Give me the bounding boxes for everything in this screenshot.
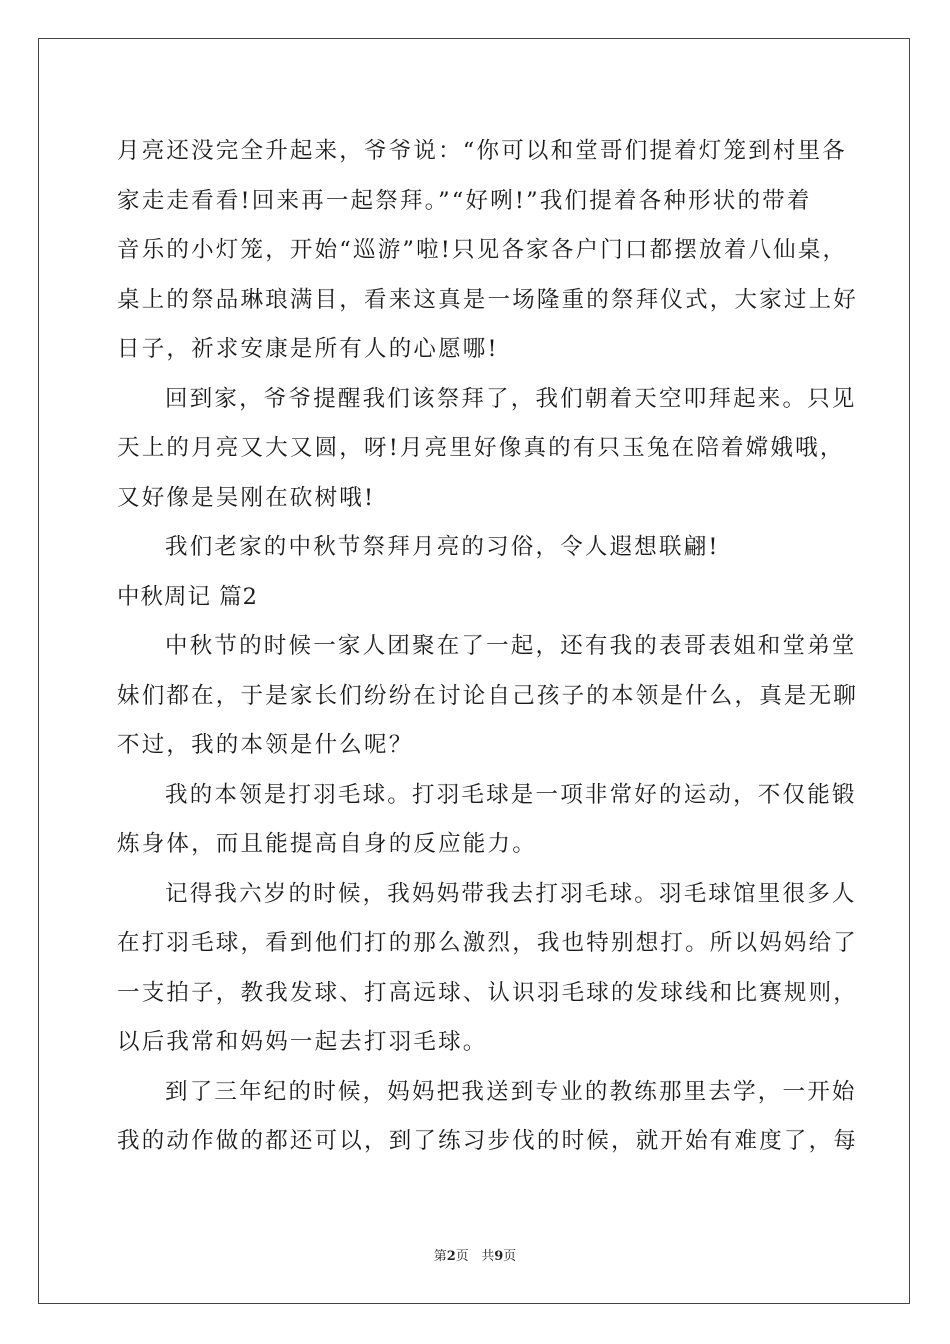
paragraph	[117, 523, 835, 573]
footer-suffix: 页	[503, 1249, 517, 1264]
text-line: 月亮还没完全升起来，爷爷说：“你可以和堂哥们提着灯笼到村里各	[117, 138, 848, 164]
text-line: 记得我六岁的时候，我妈妈带我去打羽毛球。羽毛球馆里很多人	[165, 880, 857, 907]
paragraph	[117, 622, 859, 771]
text-line: 中秋节的时候一家人团聚在了一起，还有我的表哥表姐和堂弟堂	[165, 633, 857, 659]
paragraph	[117, 870, 859, 1068]
text-line: 日子，祈求安康是所有人的心愿哪!	[117, 336, 499, 362]
text-line: 妹们都在，于是家长们纷纷在讨论自己孩子的本领是什么，真是无聊	[117, 682, 859, 709]
footer-page-number: 2	[446, 1249, 456, 1264]
text-line: 家走走看看!回来再一起祭拜。”“好咧!”我们提着各种形状的带着	[117, 187, 812, 214]
paragraph	[117, 127, 859, 375]
footer-total-pages: 9	[494, 1249, 504, 1264]
heading-text: 中秋周记 篇2	[117, 583, 258, 610]
text-line: 到了三年纪的时候，妈妈把我送到专业的教练那里去学，一开始	[165, 1078, 857, 1105]
text-line: 我们老家的中秋节祭拜月亮的习俗，令人遐想联翩!	[165, 534, 720, 560]
paragraph	[117, 1068, 859, 1167]
text-line: 在打羽毛球，看到他们打的那么激烈，我也特别想打。所以妈妈给了	[117, 930, 859, 956]
text-line: 天上的月亮又大又圆，呀!月亮里好像真的有只玉兔在陪着嫦娥哦，	[117, 435, 845, 461]
text-line: 桌上的祭品琳琅满目，看来这真是一场隆重的祭拜仪式，大家过上好	[117, 286, 859, 313]
footer-middle: 页 共	[455, 1249, 495, 1264]
text-line: 不过，我的本领是什么呢？	[117, 732, 414, 758]
page-footer	[0, 1245, 950, 1264]
paragraph	[117, 375, 857, 524]
text-line: 一支拍子，教我发球、打高远球、认识羽毛球的发球线和比赛规则，	[117, 979, 859, 1006]
text-line: 我的本领是打羽毛球。打羽毛球是一项非常好的运动，不仅能锻	[165, 781, 857, 808]
document-body	[117, 127, 859, 1167]
text-line: 我的动作做的都还可以，到了练习步伐的时候，就开始有难度了，每	[117, 1128, 859, 1154]
section-heading	[117, 573, 835, 623]
text-line: 炼身体，而且能提高自身的反应能力。	[117, 831, 537, 857]
footer-prefix: 第	[433, 1249, 447, 1264]
text-line: 音乐的小灯笼，开始“巡游”啦!只见各家各户门口都摆放着八仙桌，	[117, 237, 848, 263]
paragraph	[117, 771, 857, 870]
text-line: 又好像是吴刚在砍树哦!	[117, 484, 376, 511]
text-line: 回到家，爷爷提醒我们该祭拜了，我们朝着天空叩拜起来。只见	[165, 385, 857, 412]
text-line: 以后我常和妈妈一起去打羽毛球。	[117, 1029, 488, 1055]
